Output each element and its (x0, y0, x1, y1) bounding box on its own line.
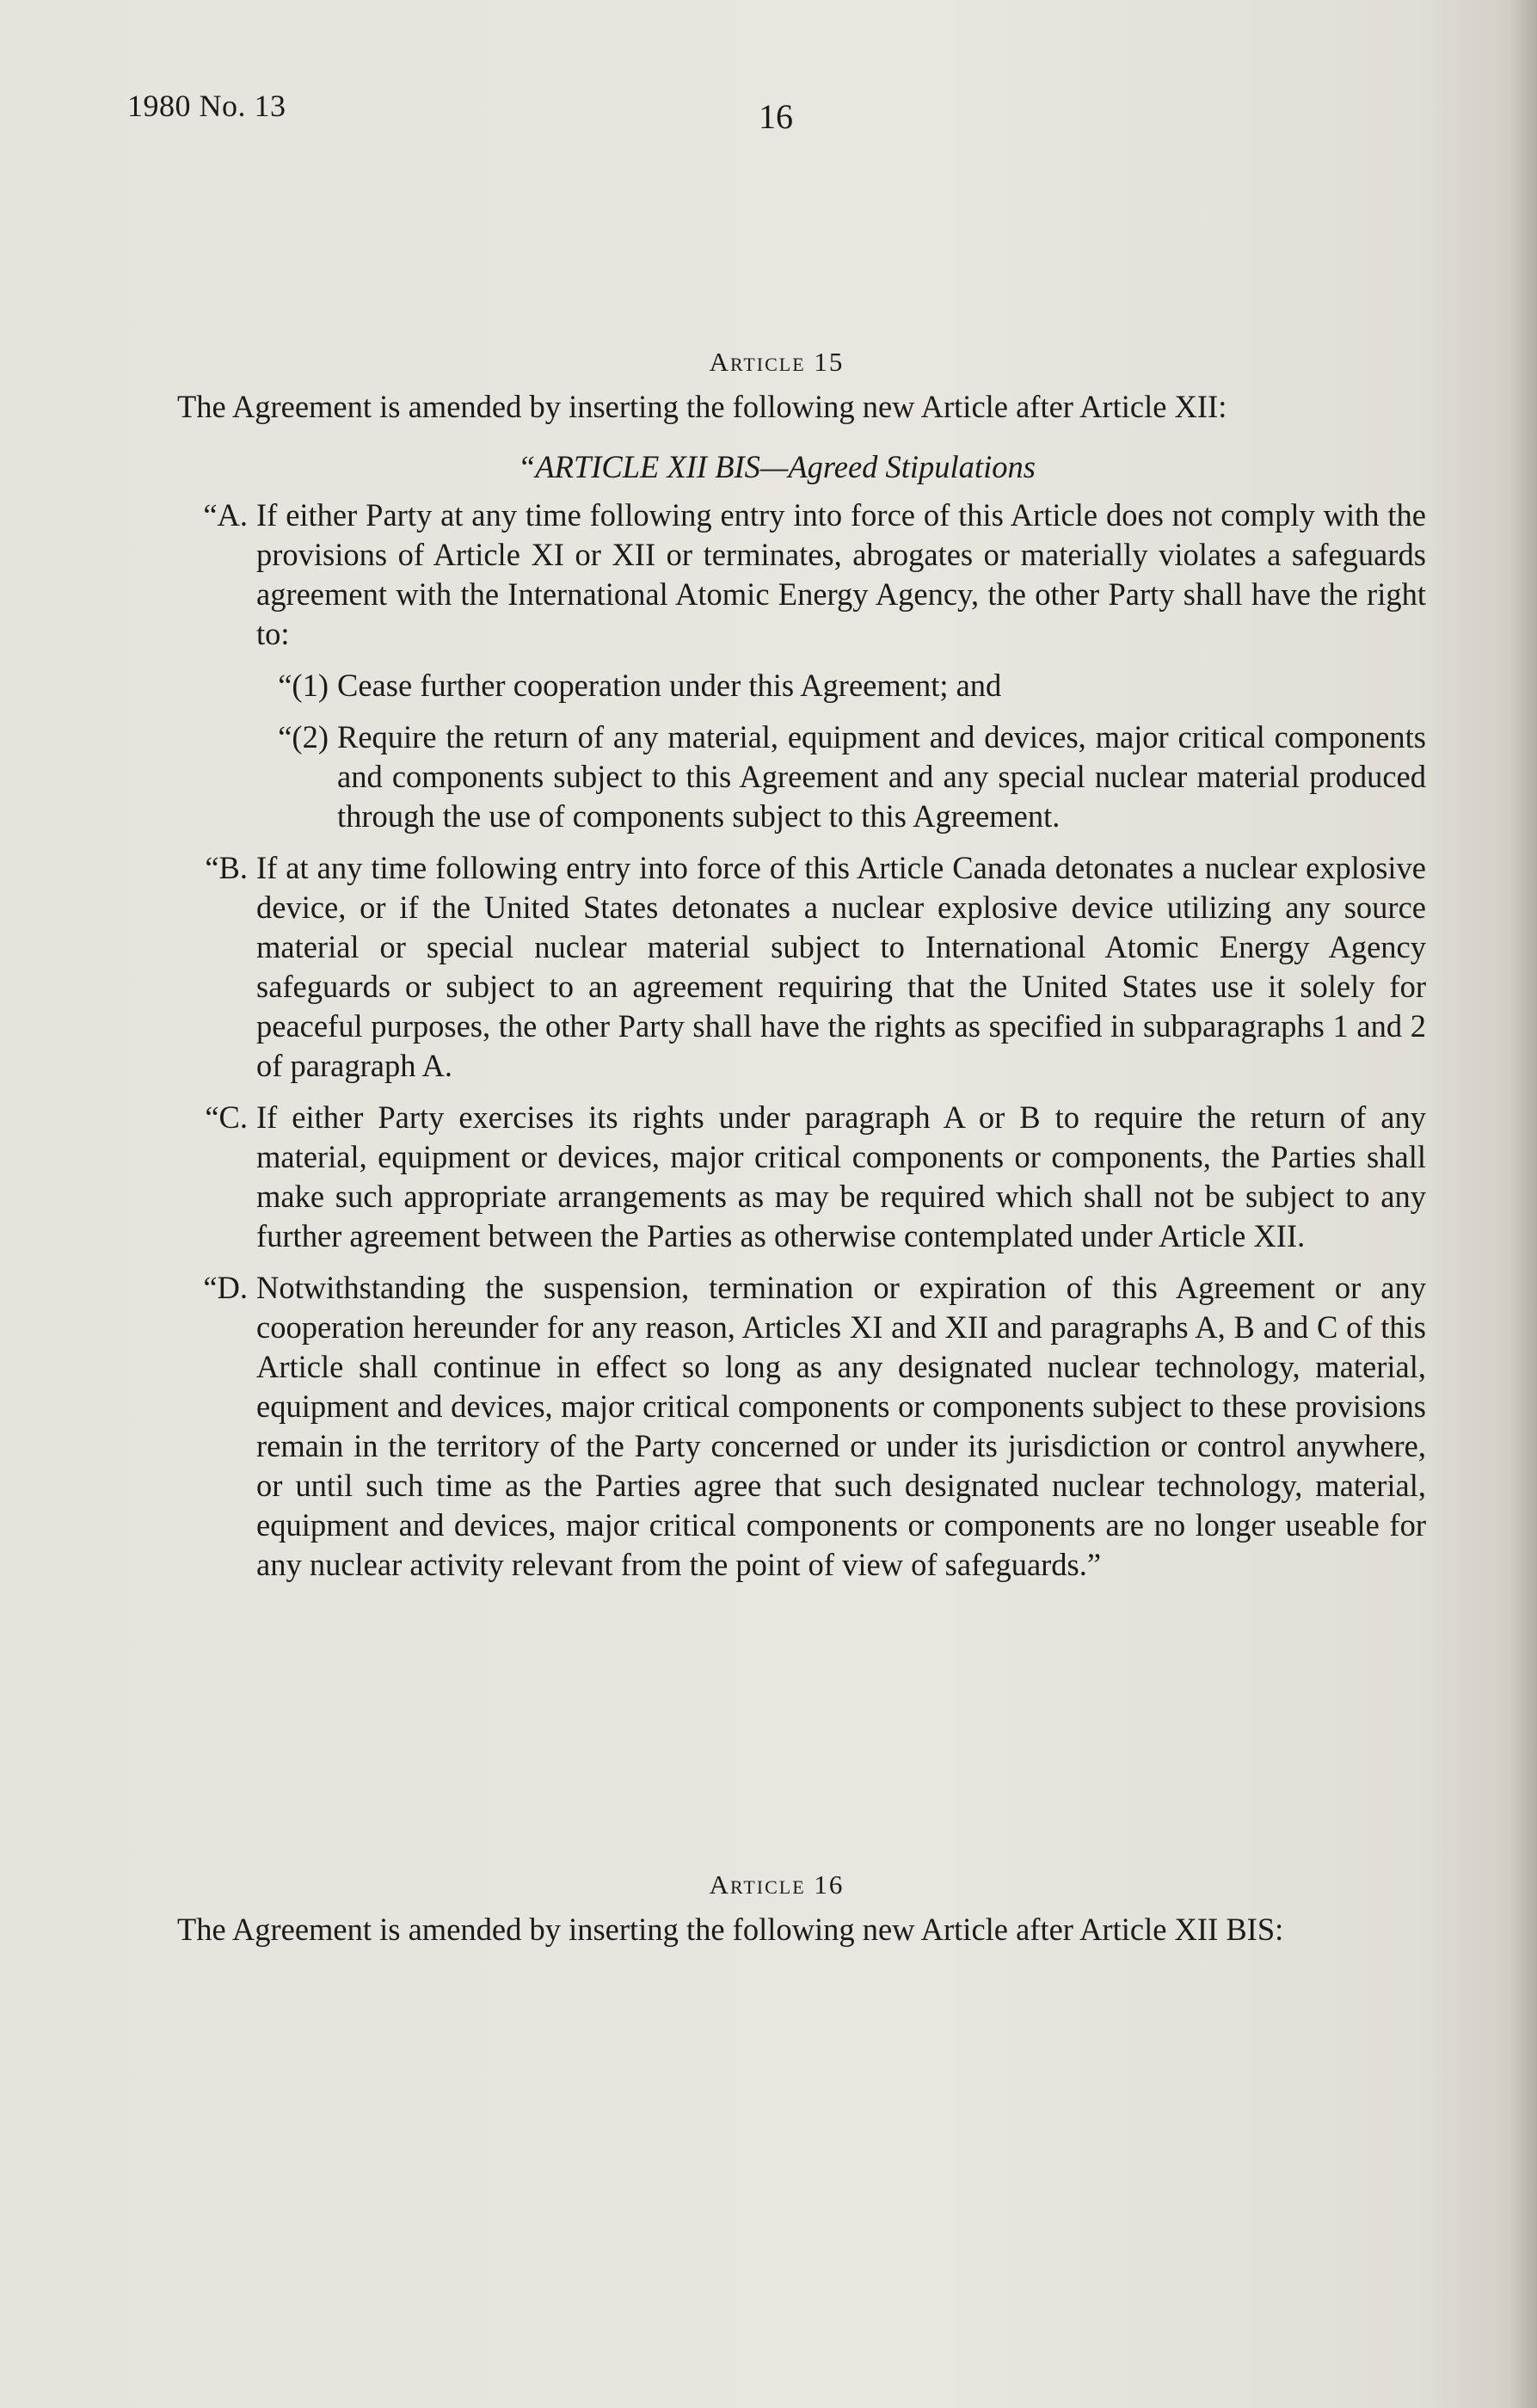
paragraph-c-text: If either Party exercises its rights under paragraph A or B to require the return of any material, equipment or devices, major critical components or components, the Parties shall make such appropriate arrangements as may be required which shall not be subject to any further agreement between the Parties as otherwise contemplated under Article XII. (256, 1099, 1426, 1253)
paragraph-d (127, 1268, 1426, 1585)
paragraph-c-label: “C. (205, 1099, 248, 1135)
page-number: 16 (759, 97, 793, 136)
paragraph-d-text: Notwithstanding the suspension, termination or expiration of this Agreement or any cooperation hereunder for any reason, Articles XI and XII and paragraphs A, B and C of this Article shall continue in effect so long as any designated nuclear technology, material, equipment and devices, major critical components or components subject to these provisions remain in the territory of the Party concerned or under its jurisdiction or control anywhere, or until such time as the Parties agree that such designated nuclear technology, material, equipment and devices, major critical components or components are no longer useable for any nuclear activity relevant from the point of view of safeguards.” (256, 1270, 1426, 1582)
page-spine-shadow (1508, 0, 1537, 2408)
paragraph-a-label: “A. (203, 497, 248, 533)
subparagraph-2 (127, 717, 1426, 836)
main-text (127, 342, 1426, 1970)
paragraph-d-label: “D. (203, 1270, 248, 1305)
article-xii-bis-title: “ARTICLE XII BIS—Agreed Stipulations (518, 449, 1036, 484)
subparagraph-1 (127, 666, 1426, 705)
subparagraph-2-label: “(2) (278, 719, 329, 754)
subparagraph-1-text: Cease further cooperation under this Agreement; and (337, 668, 1002, 703)
paragraph-a-text: If either Party at any time following entry into force of this Article does not comply with the provisions of Article XI or XII or terminates, abrogates or materially violates a safeguards agreement with the International Atomic Energy Agency, the other Party shall have the right to: (256, 497, 1426, 651)
article-16-heading: Article 16 (709, 1869, 845, 1900)
subparagraph-2-text: Require the return of any material, equipment and devices, major critical components and components subject to this Agreement and any special nuclear material produced through the use of components subject to this Agreement. (337, 719, 1426, 834)
paragraph-b (127, 848, 1426, 1086)
paragraph-b-label: “B. (205, 850, 248, 885)
subparagraph-1-label: “(1) (278, 668, 329, 703)
paragraph-b-text: If at any time following entry into force of this Article Canada detonates a nuclear explosive device, or if the United States detonates a nuclear explosive device utilizing any source material or special nuclear material subject to International Atomic Energy Agency safeguards or subject to an agreement requiring that the United States use it solely for peaceful purposes, the other Party shall have the rights as specified in subparagraphs 1 and 2 of paragraph A. (256, 850, 1426, 1083)
article-15-intro: The Agreement is amended by inserting the following new Article after Article XII: (177, 389, 1227, 424)
article-16-intro: The Agreement is amended by inserting the following new Article after Article XII BIS: (177, 1912, 1284, 1947)
paragraph-c (127, 1098, 1426, 1256)
paragraph-a (127, 496, 1426, 654)
article-15-heading: Article 15 (709, 347, 845, 377)
header-law-number: 1980 No. 13 (127, 89, 286, 123)
section-spacer (127, 1597, 1426, 1865)
